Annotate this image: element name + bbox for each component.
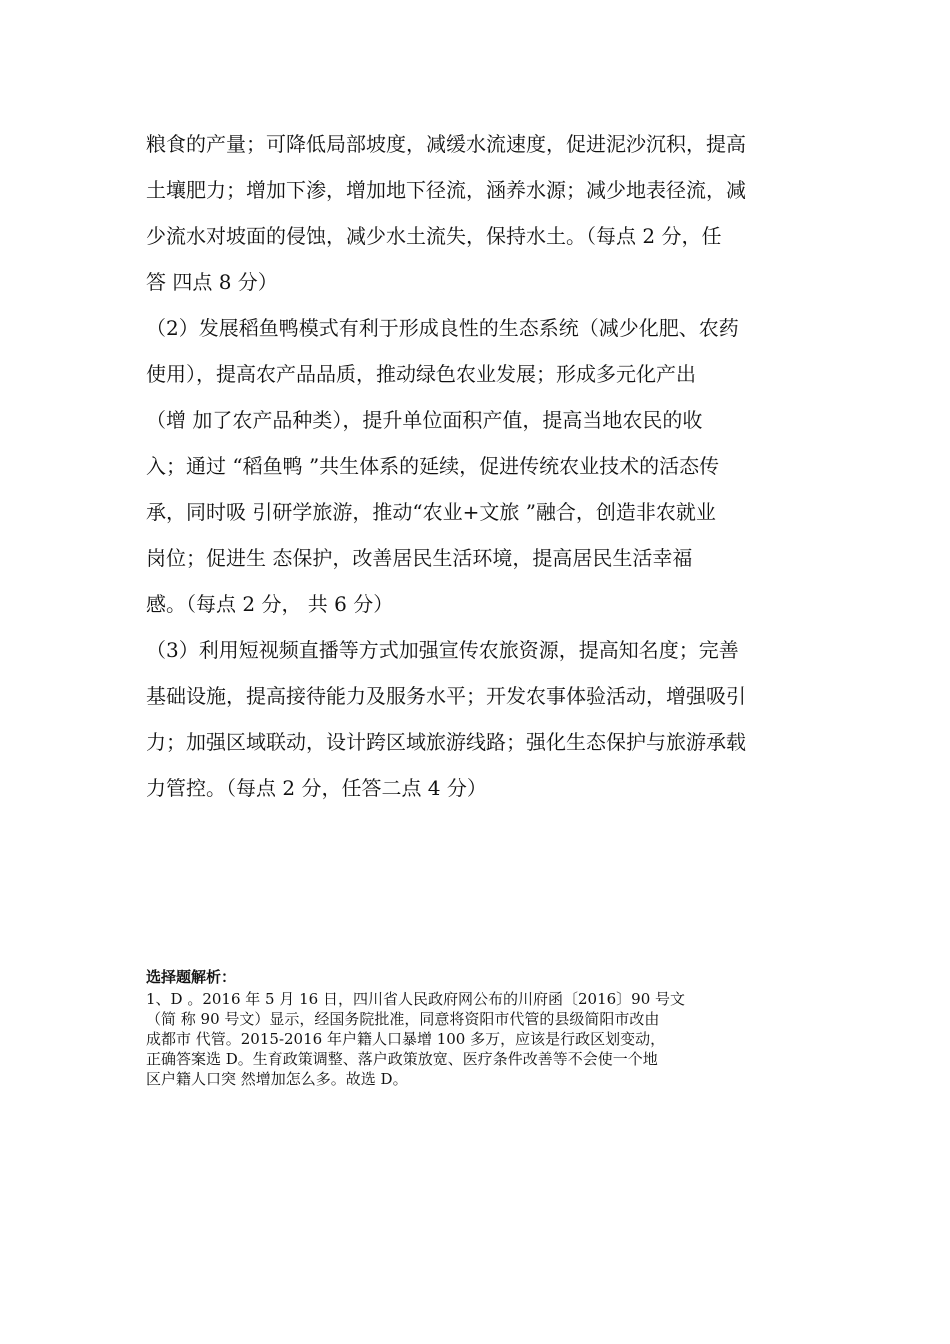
answer-line: 岗位；促进生 态保护，改善居民生活环境，提高居民生活幸福 — [146, 546, 693, 570]
analysis-line: 正确答案选 D。生育政策调整、落户政策放宽、医疗条件改善等不会使一个地 — [146, 1050, 658, 1068]
answer-line: 力；加强区域联动，设计跨区域旅游线路；强化生态保护与旅游承载 — [146, 730, 746, 754]
analysis-line: （简 称 90 号文）显示，经国务院批准，同意将资阳市代管的县级简阳市改由 — [146, 1010, 660, 1028]
answer-line: 使用），提高农产品品质，推动绿色农业发展；形成多元化产出 — [146, 362, 696, 386]
analysis-line: 成都市 代管。2015-2016 年户籍人口暴增 100 多万，应该是行政区划变动， — [146, 1030, 666, 1048]
answer-line: （增 加了农产品种类），提升单位面积产值，提高当地农民的收 — [146, 408, 703, 432]
analysis-line: 1、D 。2016 年 5 月 16 日，四川省人民政府网公布的川府函〔2016〕90 号文 — [146, 990, 686, 1008]
answer-line: 感。（每点 2 分， 共 6 分） — [146, 592, 394, 616]
answer-line: 承，同时吸 引研学旅游，推动“农业+文旅 ”融合，创造非农就业 — [146, 500, 716, 524]
answer-line: （2）发展稻鱼鸭模式有利于形成良性的生态系统（减少化肥、农药 — [146, 316, 739, 340]
answer-line: 力管控。（每点 2 分，任答二点 4 分） — [146, 776, 487, 800]
analysis-section — [146, 967, 814, 1089]
analysis-line: 区户籍人口突 然增加怎么多。故选 D。 — [146, 1070, 408, 1088]
answer-line: 基础设施，提高接待能力及服务水平；开发农事体验活动，增强吸引 — [146, 684, 746, 708]
answer-line: 入；通过 “稻鱼鸭 ”共生体系的延续，促进传统农业技术的活态传 — [146, 454, 720, 478]
answer-line: （3）利用短视频直播等方式加强宣传农旅资源，提高知名度；完善 — [146, 638, 739, 662]
answer-line: 少流水对坡面的侵蚀，减少水土流失，保持水土。（每点 2 分，任 — [146, 224, 722, 248]
answer-section — [146, 124, 814, 814]
answer-line: 土壤肥力；增加下渗，增加地下径流，涵养水源；减少地表径流，减 — [146, 178, 746, 202]
answer-line: 粮食的产量；可降低局部坡度，减缓水流速度，促进泥沙沉积，提高 — [146, 132, 746, 156]
analysis-title: 选择题解析： — [146, 968, 237, 986]
answer-line: 答 四点 8 分） — [146, 270, 278, 294]
